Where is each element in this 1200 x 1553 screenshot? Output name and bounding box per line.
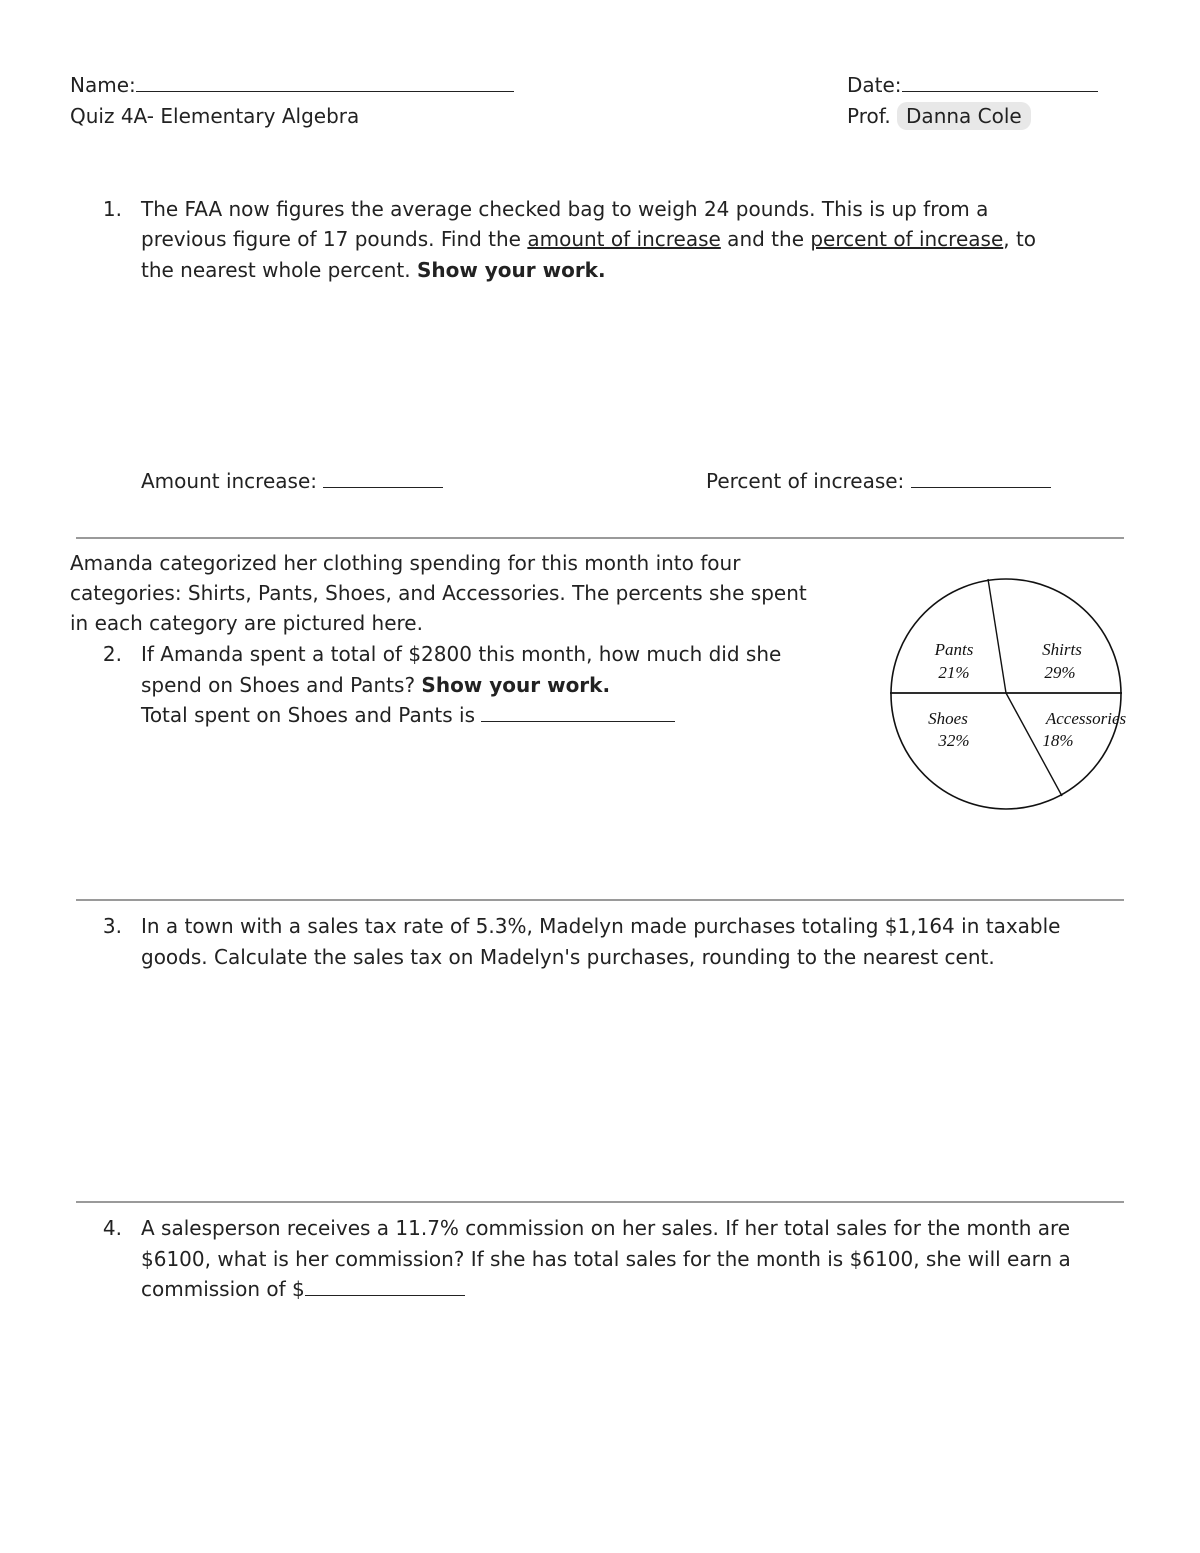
q1-number: 1.: [102, 197, 122, 221]
q2-total-label: Total spent on Shoes and Pants is: [141, 703, 482, 727]
name-field[interactable]: [136, 73, 514, 92]
q1-line-3: [141, 255, 606, 285]
percent-increase-field[interactable]: [911, 469, 1051, 488]
q1-text: previous figure of 17 pounds. Find the: [141, 227, 528, 251]
q1-text: , to: [1003, 227, 1037, 251]
q2-total-field[interactable]: [481, 703, 675, 722]
q3-line-1: In a town with a sales tax rate of 5.3%, Madelyn made purchases totaling $1,164 in taxable: [141, 914, 1061, 938]
q4-commission-field[interactable]: [305, 1277, 465, 1296]
section-divider: [76, 899, 1124, 901]
date-field[interactable]: [902, 73, 1098, 92]
q4-line-1: A salesperson receives a 11.7% commission on her sales. If her total sales for the month are: [141, 1216, 1071, 1240]
clothing-pie-chart: [882, 574, 1142, 814]
q2-number: 2.: [102, 642, 122, 666]
q2-show-work: Show your work.: [421, 673, 611, 697]
name-label: Name:: [70, 73, 136, 97]
q2-line-3: [141, 700, 675, 730]
prof-label: Prof.: [847, 104, 891, 128]
q1-underline-percent: percent of increase: [810, 227, 1004, 251]
q2-text: spend on Shoes and Pants?: [141, 673, 422, 697]
intro-line-3: in each category are pictured here.: [70, 611, 423, 635]
q3-number: 3.: [102, 914, 122, 938]
amount-increase-label: Amount increase:: [141, 469, 324, 493]
intro-line-2: categories: Shirts, Pants, Shoes, and Accessories. The percents she spent: [70, 581, 807, 605]
q4-line-2: $6100, what is her commission? If she has total sales for the month is $6100, she will earn a: [141, 1247, 1071, 1271]
amount-increase-field[interactable]: [323, 469, 443, 488]
q1-show-work: Show your work.: [416, 258, 606, 282]
pie-label-shirts: Shirts: [1042, 640, 1082, 659]
pie-label-pants: Pants: [934, 640, 974, 659]
pie-value-shoes: 32%: [938, 731, 970, 750]
pie-value-accessories: 18%: [1042, 731, 1074, 750]
date-line: [847, 70, 1098, 100]
prof-line: [847, 101, 1031, 131]
section-divider: [76, 537, 1124, 539]
pie-value-pants: 21%: [938, 663, 970, 682]
pie-divider-pants-shirts: [988, 579, 1006, 693]
pie-label-accessories: Accessories: [1045, 709, 1127, 728]
q4-commission-label: commission of $: [141, 1277, 305, 1301]
pie-label-shoes: Shoes: [928, 709, 968, 728]
prof-name[interactable]: Danna Cole: [897, 102, 1031, 130]
q1-line-2: [141, 224, 1036, 254]
q2-line-2: [141, 670, 610, 700]
name-line: [70, 70, 514, 100]
quiz-title: Quiz 4A- Elementary Algebra: [70, 104, 360, 128]
percent-increase-line: [706, 466, 1051, 496]
q1-text: the nearest whole percent.: [141, 258, 417, 282]
q3-line-2: goods. Calculate the sales tax on Madelyn's purchases, rounding to the nearest cent.: [141, 945, 995, 969]
intro-line-1: Amanda categorized her clothing spending for this month into four: [70, 551, 741, 575]
pie-value-shirts: 29%: [1044, 663, 1076, 682]
date-label: Date:: [847, 73, 902, 97]
section-divider: [76, 1201, 1124, 1203]
amount-increase-line: [141, 466, 443, 496]
q2-line-1: If Amanda spent a total of $2800 this month, how much did she: [141, 642, 782, 666]
percent-increase-label: Percent of increase:: [706, 469, 911, 493]
q4-line-3: [141, 1274, 465, 1304]
q1-text: and the: [720, 227, 811, 251]
q1-line-1: The FAA now figures the average checked bag to weigh 24 pounds. This is up from a: [141, 197, 989, 221]
q1-underline-amount: amount of increase: [527, 227, 721, 251]
q4-number: 4.: [102, 1216, 122, 1240]
